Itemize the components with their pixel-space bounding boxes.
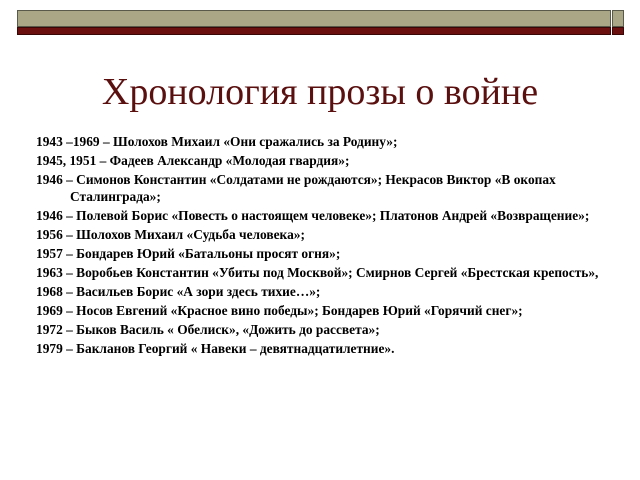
slide-title: Хронология прозы о войне bbox=[101, 71, 539, 113]
header-bar-olive bbox=[17, 10, 611, 27]
list-item: 1946 – Полевой Борис «Повесть о настоящем человеке»; Платонов Андрей «Возвращение»; bbox=[36, 208, 590, 223]
list-item: 1963 – Воробьев Константин «Убиты под Москвой»; Смирнов Сергей «Брестская крепость», bbox=[36, 265, 599, 280]
list-item: 1969 – Носов Евгений «Красное вино победы»; Бондарев Юрий «Горячий снег»; bbox=[36, 303, 523, 318]
list-item: 1957 – Бондарев Юрий «Батальоны просят огня»; bbox=[36, 246, 341, 261]
list-item: 1968 – Васильев Борис «А зори здесь тихие…»; bbox=[36, 284, 321, 299]
list-item: 1972 – Быков Василь « Обелиск», «Дожить до рассвета»; bbox=[36, 322, 380, 337]
header-square-maroon bbox=[612, 27, 624, 35]
list-item: 1943 –1969 – Шолохов Михаил «Они сражались за Родину»; bbox=[36, 134, 398, 149]
list-item: 1945, 1951 – Фадеев Александр «Молодая гвардия»; bbox=[36, 153, 350, 168]
header-bar-maroon bbox=[17, 27, 611, 35]
list-item: 1979 – Бакланов Георгий « Навеки – девятнадцатилетние». bbox=[36, 341, 395, 356]
list-item: 1946 – Симонов Константин «Солдатами не рождаются»; Некрасов Виктор «В окопах Сталинграда»; bbox=[36, 172, 556, 204]
list-item: 1956 – Шолохов Михаил «Судьба человека»; bbox=[36, 227, 305, 242]
header-square-olive bbox=[612, 10, 624, 27]
chronology-list bbox=[36, 133, 602, 359]
